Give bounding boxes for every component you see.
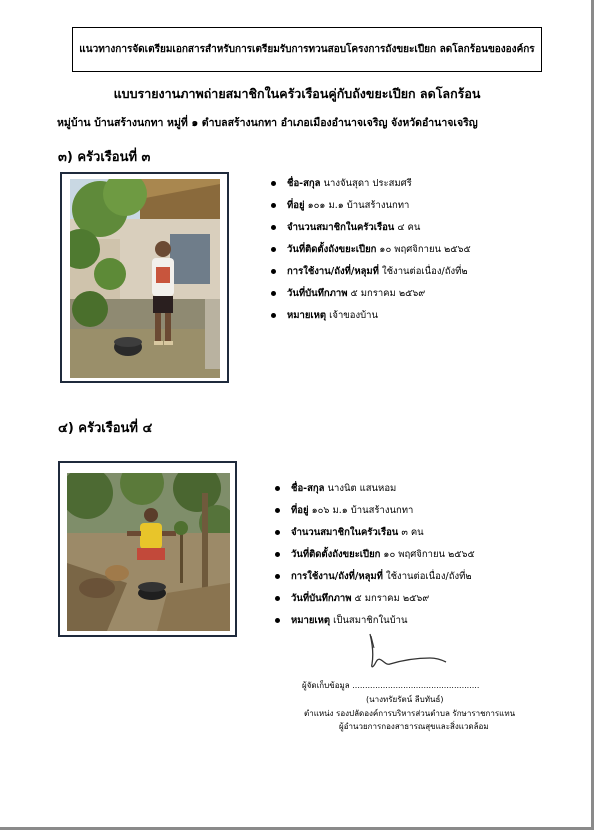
household-4-info-list bbox=[275, 478, 475, 632]
item-value: ๔ คน bbox=[394, 222, 421, 233]
bullet-icon bbox=[275, 486, 280, 491]
item-label: ที่อยู่ bbox=[291, 505, 309, 516]
item-value: ๑๐๖ ม.๑ บ้านสร้างนกทา bbox=[308, 505, 414, 516]
item-label: ชื่อ-สกุล bbox=[291, 483, 325, 494]
list-item bbox=[271, 261, 471, 283]
item-value: ๑๐๑ ม.๑ บ้านสร้างนกทา bbox=[304, 200, 410, 211]
item-value: ใช้งานต่อเนื่อง/ถังที่๒ bbox=[378, 266, 468, 277]
bullet-icon bbox=[275, 574, 280, 579]
bullet-icon bbox=[271, 247, 276, 252]
household-4-photo bbox=[67, 473, 230, 631]
item-label: ที่อยู่ bbox=[287, 200, 305, 211]
bullet-icon bbox=[275, 530, 280, 535]
item-label: หมายเหตุ bbox=[287, 310, 327, 321]
household-4-photo-image bbox=[67, 473, 230, 631]
signer-name: (นางทรัยรัตน์ ลีบทันธ์) bbox=[366, 695, 444, 704]
item-label: วันที่บันทึกภาพ bbox=[291, 593, 352, 604]
list-item bbox=[271, 173, 471, 195]
header-text: แนวทางการจัดเตรียมเอกสารสำหรับการเตรียมรับการทวนสอบโครงการถังขยะเปียก ลดโลกร้อนขององค์กร bbox=[79, 44, 535, 55]
list-item bbox=[275, 478, 475, 500]
list-item bbox=[275, 544, 475, 566]
document-title: แบบรายงานภาพถ่ายสมาชิกในครัวเรือนคู่กับถังขยะเปียก ลดโลกร้อน bbox=[113, 86, 481, 101]
item-value: ๑๐ พฤศจิกายน ๒๕๖๕ bbox=[380, 549, 475, 560]
bullet-icon bbox=[271, 225, 276, 230]
bullet-icon bbox=[271, 181, 276, 186]
list-item bbox=[271, 305, 471, 327]
household-3-heading: ๓) ครัวเรือนที่ ๓ bbox=[58, 150, 151, 165]
handwritten-signature bbox=[360, 628, 450, 674]
item-label: จำนวนสมาชิกในครัวเรือน bbox=[291, 527, 399, 538]
bullet-icon bbox=[271, 291, 276, 296]
bullet-icon bbox=[275, 552, 280, 557]
bullet-icon bbox=[271, 313, 276, 318]
bullet-icon bbox=[275, 596, 280, 601]
list-item bbox=[275, 566, 475, 588]
household-4-photo-frame bbox=[58, 461, 237, 637]
location-line: หมู่บ้าน บ้านสร้างนกทา หมู่ที่ ๑ ตำบลสร้างนกทา อำเภอเมืองอำนาจเจริญ จังหวัดอำนาจเจริญ bbox=[57, 117, 478, 129]
item-label: การใช้งาน/ถังที่/หลุมที่ bbox=[291, 571, 383, 582]
item-value: เจ้าของบ้าน bbox=[326, 310, 378, 321]
item-value: ๑๐ พฤศจิกายน ๒๕๖๕ bbox=[376, 244, 471, 255]
household-3-info-list bbox=[271, 173, 471, 327]
header-box bbox=[72, 27, 542, 72]
bullet-icon bbox=[275, 508, 280, 513]
item-value: ๓ คน bbox=[398, 527, 424, 538]
bullet-icon bbox=[271, 203, 276, 208]
item-label: หมายเหตุ bbox=[291, 615, 331, 626]
item-label: วันที่บันทึกภาพ bbox=[287, 288, 348, 299]
list-item bbox=[275, 588, 475, 610]
bullet-icon bbox=[275, 618, 280, 623]
list-item bbox=[275, 522, 475, 544]
item-value: นางจันสุดา ประสมศรี bbox=[320, 178, 412, 189]
bullet-icon bbox=[271, 269, 276, 274]
item-value: ใช้งานต่อเนื่อง/ถังที่๒ bbox=[382, 571, 472, 582]
item-value: ๕ มกราคม ๒๕๖๙ bbox=[347, 288, 426, 299]
household-3-photo-image bbox=[70, 179, 220, 378]
list-item bbox=[275, 500, 475, 522]
signer-position-line1: ตำแหน่ง รองปลัดองค์การบริหารส่วนตำบล รักษาราชการแทน bbox=[304, 709, 516, 718]
signer-position-line2: ผู้อำนวยการกองสาธารณสุขและสิ่งแวดล้อม bbox=[339, 722, 489, 731]
item-label: วันที่ติดตั้งถังขยะเปียก bbox=[291, 549, 381, 560]
item-value: เป็นสมาชิกในบ้าน bbox=[330, 615, 408, 626]
item-value: ๕ มกราคม ๒๕๖๙ bbox=[351, 593, 430, 604]
list-item bbox=[271, 283, 471, 305]
signature-dots: .................................................. bbox=[352, 681, 480, 690]
household-3-photo bbox=[70, 179, 220, 378]
item-label: วันที่ติดตั้งถังขยะเปียก bbox=[287, 244, 377, 255]
collector-label: ผู้จัดเก็บข้อมูล bbox=[302, 681, 350, 690]
household-4-heading: ๔) ครัวเรือนที่ ๔ bbox=[58, 421, 153, 436]
list-item bbox=[271, 239, 471, 261]
item-label: ชื่อ-สกุล bbox=[287, 178, 321, 189]
item-label: จำนวนสมาชิกในครัวเรือน bbox=[287, 222, 395, 233]
household-3-photo-frame bbox=[60, 172, 229, 383]
item-value: นางนิต แสนหอม bbox=[324, 483, 397, 494]
item-label: การใช้งาน/ถังที่/หลุมที่ bbox=[287, 266, 379, 277]
list-item bbox=[271, 217, 471, 239]
collector-row bbox=[302, 679, 479, 692]
list-item bbox=[271, 195, 471, 217]
